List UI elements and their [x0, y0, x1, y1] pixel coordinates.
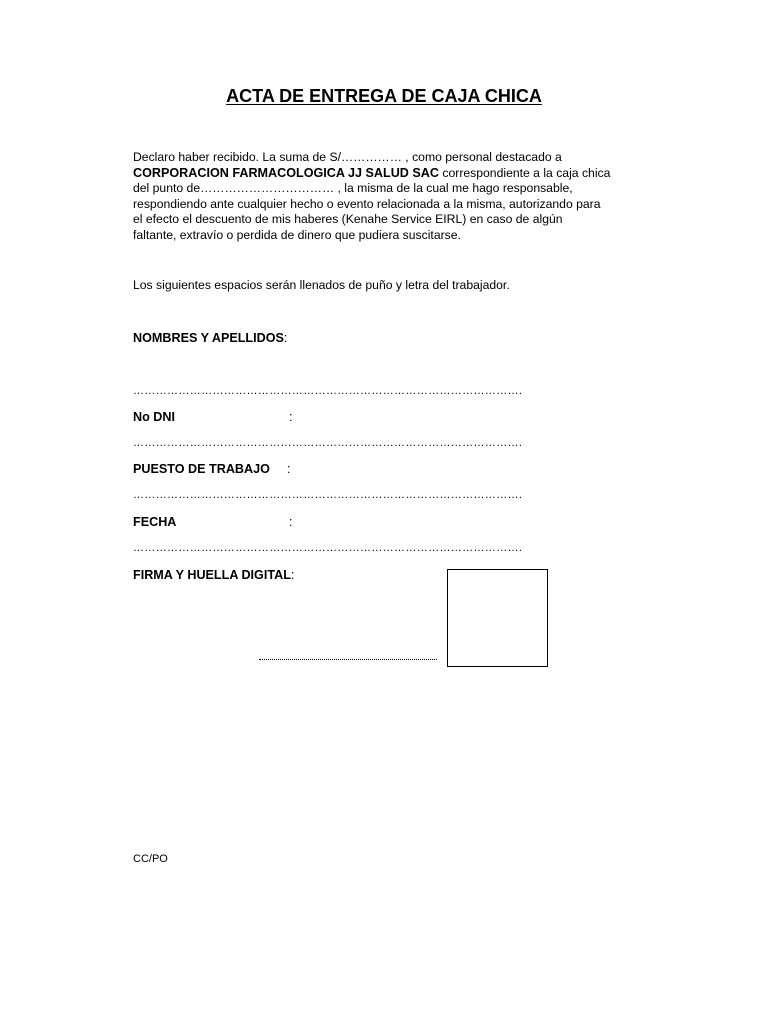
paragraph-line-2 — [133, 166, 638, 182]
signature-field — [133, 568, 294, 582]
position-dotted-line: …………………………………………………………………………………………. — [133, 489, 523, 501]
paragraph-line-3: del punto de…………………………… , la misma de la cual me hago responsable, — [133, 181, 573, 196]
paragraph-line-5: el efecto el descuento de mis haberes (Kenahe Service EIRL) en caso de algún — [133, 212, 563, 227]
instruction-note: Los siguientes espacios serán llenados de puño y letra del trabajador. — [133, 278, 510, 292]
paragraph-line-1: Declaro haber recibido. La suma de S/…………… , como personal destacado a — [133, 150, 562, 164]
position-label: PUESTO DE TRABAJO — [133, 462, 270, 476]
names-colon: : — [283, 331, 288, 345]
signature-line — [259, 659, 437, 660]
document-title — [0, 86, 768, 107]
names-label: NOMBRES Y APELLIDOS — [133, 331, 284, 345]
signature-label: FIRMA Y HUELLA DIGITAL — [133, 568, 291, 582]
date-dotted-line: …………………………………………………………………………………………. — [133, 542, 523, 554]
paragraph-line-4: respondiendo ante cualquier hecho o evento relacionada a la misma, autorizando para — [133, 196, 601, 211]
fingerprint-box — [447, 569, 548, 667]
signature-colon: : — [290, 568, 295, 582]
dni-label: No DNI — [133, 410, 175, 424]
names-dotted-line: …………………………………………………………………………………………. — [133, 385, 523, 397]
paragraph-line-2-rest: correspondiente a la caja chica — [439, 165, 611, 180]
dni-colon: : — [289, 410, 293, 424]
names-field — [133, 331, 287, 345]
date-label: FECHA — [133, 515, 177, 529]
dni-dotted-line: …………………………………………………………………………………………. — [133, 437, 523, 449]
declaration-paragraph — [133, 150, 638, 244]
document-title-text: ACTA DE ENTREGA DE CAJA CHICA — [226, 86, 542, 106]
position-colon: : — [287, 462, 291, 476]
paragraph-line-6: faltante, extravío o perdida de dinero que pudiera suscitarse. — [133, 227, 461, 242]
footer-initials: CC/PO — [133, 853, 168, 865]
date-colon: : — [289, 515, 293, 529]
company-name: CORPORACION FARMACOLOGICA JJ SALUD SAC — [133, 165, 439, 180]
